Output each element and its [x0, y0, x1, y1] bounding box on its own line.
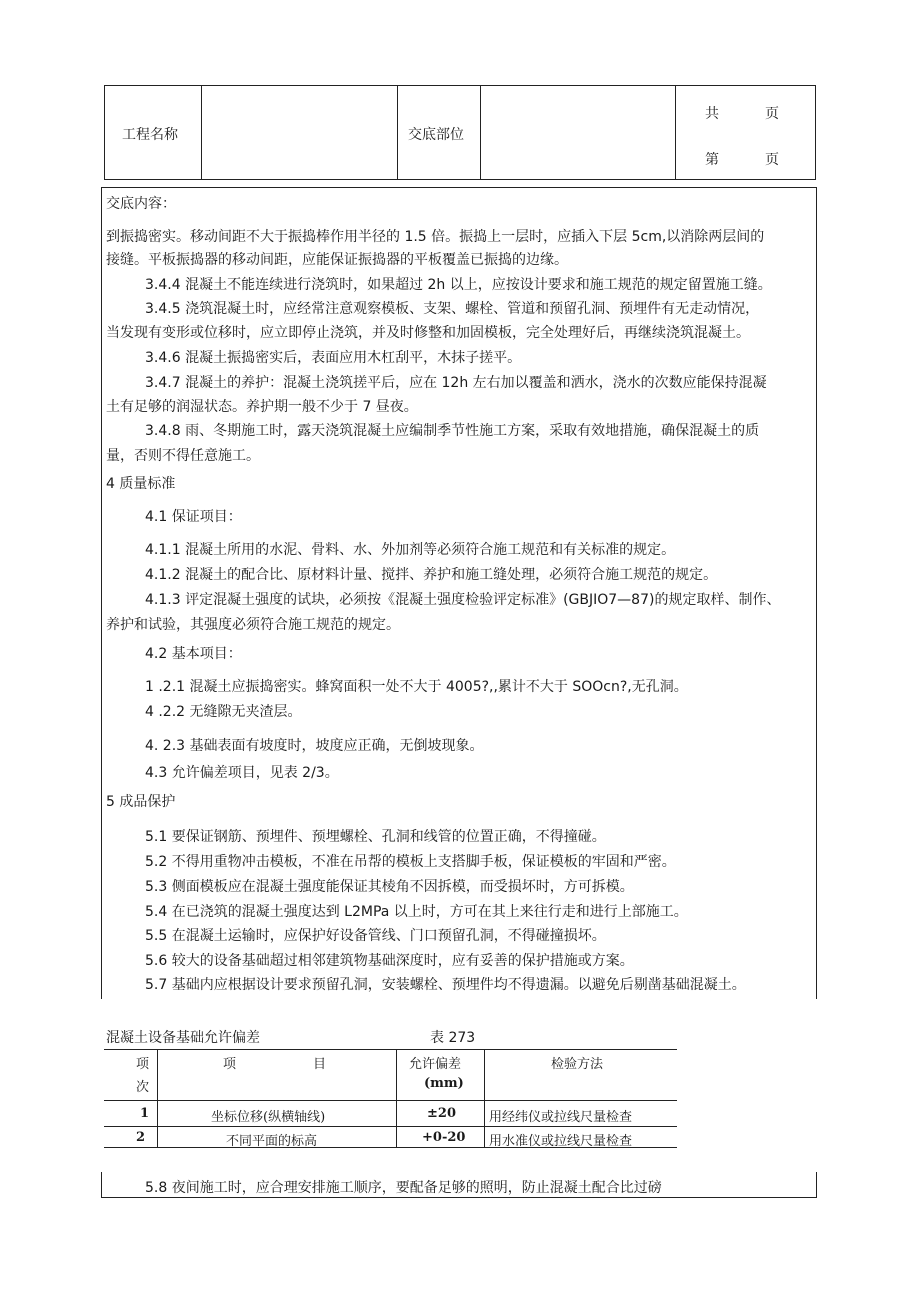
content-line: 4.3 允许偏差项目，见表 2/3。: [145, 765, 339, 781]
content-line: 4. 2.3 基础表面有坡度时，坡度应正确，无倒坡现象。: [145, 738, 484, 754]
content-line: 5.3 侧面模板应在混凝土强度能保证其棱角不因拆模，而受损坏时，方可拆模。: [145, 879, 634, 895]
total-pages-label: 共: [705, 106, 719, 122]
row-allowance: ±20: [427, 1106, 456, 1121]
header-method: 检验方法: [551, 1057, 604, 1072]
subsection-heading: 4.1 保证项目：: [145, 509, 242, 525]
section-heading: 5 成品保护: [106, 794, 176, 810]
project-name-label: 工程名称: [122, 127, 178, 143]
content-line: 到振捣密实。移动间距不大于振捣棒作用半径的 1.5 倍。振捣上一层时，应插入下层 5cm,以消除两层间的: [106, 229, 765, 245]
content-line: 5.5 在混凝土运输时，应保护好设备管线、门口预留孔洞，不得碰撞损坏。: [145, 928, 606, 944]
header-item: 目: [313, 1057, 327, 1072]
section-heading: 4 质量标准: [106, 476, 176, 492]
row-seq: 2: [136, 1130, 146, 1145]
content-line: 4 .2.2 无缝隙无夹渣层。: [145, 704, 302, 720]
content-line: 5.7 基础内应根据设计要求预留孔洞，安装螺栓、预埋件均不得遗漏。以避免后剔凿基础混凝土。: [145, 977, 746, 993]
header-item: 项: [223, 1057, 237, 1072]
content-line: 当发现有变形或位移时，应立即停止浇筑，并及时修整和加固模板，完全处理好后，再继续浇筑混凝土。: [106, 325, 750, 341]
header-allowance: 允许偏差: [409, 1057, 462, 1072]
content-line: 5.8 夜间施工时，应合理安排施工顺序，要配备足够的照明，防止混凝土配合比过磅: [145, 1180, 662, 1196]
table-caption: 混凝土设备基础允许偏差: [106, 1030, 260, 1046]
header-divider: [397, 86, 398, 179]
content-line: 接缝。平板振捣器的移动间距，应能保证振捣器的平板覆盖已振捣的边缘。: [106, 252, 568, 268]
page-number-label: 第: [705, 152, 719, 168]
content-line: 5.1 要保证钢筋、预埋件、预埋螺栓、孔洞和线管的位置正确，不得撞碰。: [145, 829, 606, 845]
row-allowance: +0-20: [422, 1130, 466, 1145]
content-line: 土有足够的润湿状态。养护期一般不少于 7 昼夜。: [106, 399, 418, 415]
row-method: 用水准仪或拉线尺量检查: [489, 1134, 633, 1149]
header-divider: [201, 86, 202, 179]
table-rule: [104, 1049, 677, 1050]
total-pages-unit: 页: [765, 106, 779, 122]
content-line: 3.4.4 混凝土不能连续进行浇筑时，如果超过 2h 以上，应按设计要求和施工规范的规定留置施工缝。: [145, 277, 772, 293]
header-seq: 次: [136, 1080, 150, 1095]
content-line: 4.1.2 混凝土的配合比、原材料计量、搅拌、养护和施工缝处理，必须符合施工规范的规定。: [145, 567, 718, 583]
header-divider: [675, 86, 676, 179]
content-line: 1 .2.1 混凝土应振捣密实。蜂窝面积一处不大于 4005?,,累计不大于 SOOcn?,无孔洞。: [145, 679, 688, 695]
table-col-divider: [484, 1049, 485, 1147]
content-line: 5.6 较大的设备基础超过相邻建筑物基础深度时，应有妥善的保护措施或方案。: [145, 953, 634, 969]
table-col-divider: [396, 1049, 397, 1147]
subsection-heading: 4.2 基本项目：: [145, 646, 242, 662]
content-line: 5.4 在已浇筑的混凝土强度达到 L2MPa 以上时，方可在其上来往行走和进行上部施工。: [145, 904, 688, 920]
content-line: 3.4.8 雨、冬期施工时，露天浇筑混凝土应编制季节性施工方案，采取有效地措施，确保混凝土的质: [145, 423, 760, 439]
content-line: 养护和试验，其强度必须符合施工规范的规定。: [106, 617, 400, 633]
content-line: 3.4.5 浇筑混凝土时，应经常注意观察模板、支架、螺栓、管道和预留孔洞、预埋件有无走动情况，: [145, 301, 760, 317]
row-item: 坐标位移(纵横轴线): [211, 1110, 326, 1125]
table-col-divider: [157, 1049, 158, 1147]
table-rule: [104, 1100, 677, 1101]
content-line: 3.4.6 混凝土振捣密实后，表面应用木杠刮平，木抹子搓平。: [145, 350, 522, 366]
row-seq: 1: [140, 1106, 150, 1121]
page-number-unit: 页: [765, 152, 779, 168]
row-item: 不同平面的标高: [226, 1134, 318, 1149]
content-line: 4.1.3 评定混凝土强度的试块，必须按《混凝土强度检验评定标准》(GBJIO7—87)的规定取样、制作、: [145, 592, 781, 608]
table-rule: [104, 1126, 677, 1127]
content-line: 量，否则不得任意施工。: [106, 448, 260, 464]
content-line: 3.4.7 混凝土的养护：混凝土浇筑搓平后，应在 12h 左右加以覆盖和洒水，浇水的次数应能保持混凝: [145, 375, 767, 391]
handover-part-label: 交底部位: [408, 127, 464, 143]
header-table: [104, 85, 816, 180]
row-method: 用经纬仪或拉线尺量检查: [489, 1110, 633, 1125]
content-line: 4.1.1 混凝土所用的水泥、骨料、水、外加剂等必须符合施工规范和有关标准的规定。: [145, 542, 676, 558]
header-seq: 项: [136, 1057, 150, 1072]
header-divider: [480, 86, 481, 179]
content-line: 5.2 不得用重物冲击模板，不准在吊帮的模板上支搭脚手板，保证模板的牢固和严密。: [145, 854, 676, 870]
header-allowance: (mm): [424, 1076, 464, 1091]
table-number: 表 273: [430, 1030, 476, 1046]
content-heading: 交底内容：: [106, 196, 176, 212]
